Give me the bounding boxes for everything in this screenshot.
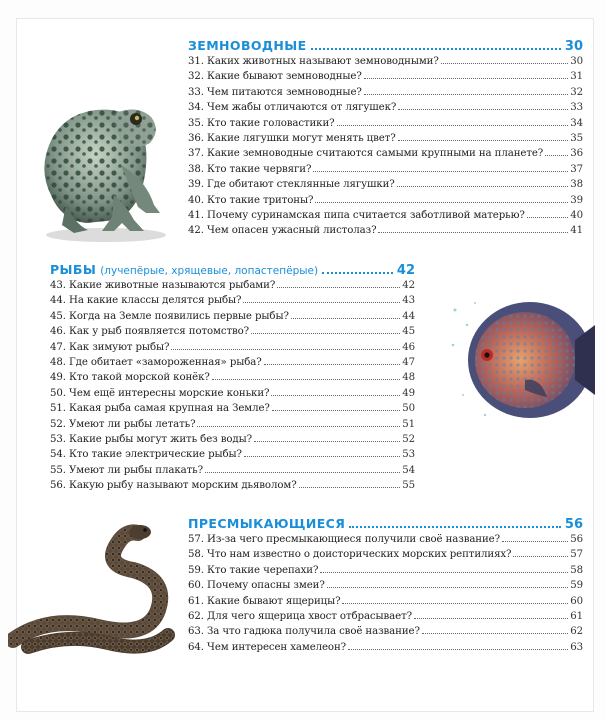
toc-entry-page-number: 53 [402, 449, 415, 461]
toc-entry-label: 37. Какие земноводные считаются самыми крупными на планете? [188, 148, 544, 160]
toc-entry[interactable] [188, 71, 583, 86]
leader-dots [364, 87, 568, 95]
leader-dots [378, 225, 568, 233]
toc-entry-label: 46. Как у рыб появляется потомство? [50, 326, 250, 338]
toc-entry-page-number: 46 [402, 341, 415, 353]
toc-entry-label: 45. Когда на Земле появились первые рыбы? [50, 310, 289, 322]
toc-list [188, 534, 583, 657]
toc-entry[interactable] [50, 419, 415, 434]
leader-dots [545, 148, 568, 156]
toc-entry[interactable] [50, 342, 415, 357]
toc-entry[interactable] [188, 133, 583, 148]
toc-entry[interactable] [188, 611, 583, 626]
toc-entry[interactable] [50, 465, 415, 480]
section-page-number: 56 [564, 517, 583, 532]
toc-entry-label: 52. Умеют ли рыбы летать? [50, 418, 196, 430]
toc-entry[interactable] [50, 311, 415, 326]
section-header[interactable] [188, 38, 583, 56]
toc-entry[interactable] [188, 580, 583, 595]
leader-dots [272, 403, 400, 411]
toc-entry-label: 40. Кто такие тритоны? [188, 194, 314, 206]
snake-illustration [8, 515, 178, 655]
leader-dots [315, 195, 568, 203]
toc-entry-label: 32. Какие бывают земноводные? [188, 71, 362, 83]
toc-entry-label: 44. На какие классы делятся рыбы? [50, 295, 242, 307]
toc-entry-page-number: 37 [570, 163, 583, 175]
section-page-number: 42 [396, 263, 415, 278]
section-header[interactable] [188, 516, 583, 534]
toc-entry-page-number: 41 [570, 225, 583, 237]
toc-entry-label: 58. Что нам известно о доисторических морских рептилиях? [188, 549, 512, 561]
toc-entry-page-number: 58 [570, 564, 583, 576]
toc-entry-page-number: 36 [570, 148, 583, 160]
toc-entry-page-number: 39 [570, 194, 583, 206]
toc-entry-label: 64. Чем интересен хамелеон? [188, 641, 347, 653]
leader-dots [244, 449, 400, 457]
leader-dots [299, 480, 401, 488]
leader-dots [271, 388, 400, 396]
toc-entry-label: 54. Кто такие электрические рыбы? [50, 449, 242, 461]
toc-entry-page-number: 48 [402, 372, 415, 384]
toc-entry[interactable] [50, 480, 415, 495]
toc-entry[interactable] [50, 388, 415, 403]
section-fish [50, 262, 415, 495]
section-title: ПРЕСМЫКАЮЩИЕСЯ [188, 516, 346, 531]
toc-entry[interactable] [188, 179, 583, 194]
leader-dots [398, 102, 568, 110]
toc-entry-page-number: 61 [570, 610, 583, 622]
toc-entry[interactable] [50, 357, 415, 372]
toc-entry[interactable] [188, 626, 583, 641]
toc-entry-page-number: 44 [402, 310, 415, 322]
toc-entry[interactable] [50, 326, 415, 341]
leader-dots [313, 164, 568, 172]
toc-entry-page-number: 59 [570, 580, 583, 592]
toc-entry[interactable] [188, 164, 583, 179]
toc-entry-page-number: 31 [570, 71, 583, 83]
toc-entry[interactable] [50, 280, 415, 295]
leader-dots [502, 534, 568, 542]
toc-entry-page-number: 38 [570, 179, 583, 191]
toc-entry[interactable] [188, 148, 583, 163]
toc-entry-label: 56. Какую рыбу называют морским дьяволом? [50, 480, 297, 492]
leader-dots [441, 56, 569, 64]
toc-entry-label: 35. Кто такие головастики? [188, 117, 335, 129]
leader-dots [277, 280, 400, 288]
toc-entry-label: 60. Почему опасны змеи? [188, 580, 325, 592]
toc-entry-label: 47. Как зимуют рыбы? [50, 341, 170, 353]
leader-dots [171, 342, 400, 350]
toc-entry-label: 39. Где обитают стеклянные лягушки? [188, 179, 395, 191]
toc-entry-page-number: 47 [402, 356, 415, 368]
toc-entry-label: 53. Какие рыбы могут жить без воды? [50, 433, 252, 445]
toc-entry-label: 57. Из-за чего пресмыкающиеся получили своё название? [188, 534, 500, 545]
toc-entry[interactable] [188, 118, 583, 133]
toc-entry-page-number: 45 [402, 326, 415, 338]
toc-entry-page-number: 42 [402, 280, 415, 291]
leader-dots [337, 118, 569, 126]
leader-dots [320, 565, 568, 573]
leader-dots [398, 133, 569, 141]
section-reptiles [188, 516, 583, 657]
toc-entry-page-number: 34 [570, 117, 583, 129]
toc-entry[interactable] [188, 56, 583, 71]
discus-fish-illustration [445, 285, 595, 435]
toc-entry-label: 43. Какие животные называются рыбами? [50, 280, 276, 291]
toc-entry-page-number: 60 [570, 595, 583, 607]
leader-dots [327, 580, 569, 588]
section-subtitle: (лучепёрые, хрящевые, лопастепёрые) [100, 265, 319, 277]
toc-entry-label: 61. Какие бывают ящерицы? [188, 595, 341, 607]
leader-dots [527, 210, 569, 218]
toc-entry-label: 42. Чем опасен ужасный листолаз? [188, 225, 377, 237]
leader-dots [264, 357, 401, 365]
toc-entry-label: 50. Чем ещё интересны морские коньки? [50, 387, 270, 399]
leader-dots [364, 71, 569, 79]
toc-entry[interactable] [50, 403, 415, 418]
leader-dots [513, 549, 568, 557]
toc-entry[interactable] [188, 534, 583, 549]
toc-entry-label: 49. Кто такой морской конёк? [50, 372, 210, 384]
toc-entry-page-number: 57 [570, 549, 583, 561]
toc-entry-page-number: 40 [570, 209, 583, 221]
toc-entry-page-number: 30 [570, 56, 583, 67]
toc-entry-page-number: 49 [402, 387, 415, 399]
toc-entry[interactable] [188, 225, 583, 240]
leader-dots [397, 179, 569, 187]
toc-list [188, 56, 583, 241]
section-page-number: 30 [564, 39, 583, 54]
toc-entry[interactable] [50, 449, 415, 464]
toc-entry[interactable] [50, 295, 415, 310]
section-title: РЫБЫ [50, 262, 97, 277]
toc-entry[interactable] [188, 210, 583, 225]
leader-dots [212, 372, 401, 380]
leader-dots [291, 311, 400, 319]
section-title: ЗЕМНОВОДНЫЕ [188, 38, 307, 53]
toc-entry[interactable] [50, 372, 415, 387]
leader-dots [349, 518, 561, 528]
toc-entry[interactable] [188, 195, 583, 210]
toc-entry-label: 34. Чем жабы отличаются от лягушек? [188, 102, 397, 114]
toc-entry[interactable] [188, 102, 583, 117]
toc-entry-label: 62. Для чего ящерица хвост отбрасывает? [188, 610, 412, 622]
leader-dots [251, 326, 400, 334]
toc-entry-page-number: 35 [570, 132, 583, 144]
toc-entry-label: 51. Какая рыба самая крупная на Земле? [50, 403, 270, 415]
toc-entry-page-number: 51 [402, 418, 415, 430]
leader-dots [348, 642, 568, 650]
toc-list [50, 280, 415, 495]
leader-dots [243, 295, 400, 303]
toc-entry-label: 31. Каких животных называют земноводными? [188, 56, 439, 67]
leader-dots [254, 434, 400, 442]
toc-entry[interactable] [188, 565, 583, 580]
section-header[interactable] [50, 262, 415, 280]
leader-dots [422, 626, 568, 634]
toc-entry[interactable] [50, 434, 415, 449]
leader-dots [311, 40, 561, 50]
toc-entry-page-number: 56 [570, 534, 583, 545]
toc-entry-page-number: 52 [402, 433, 415, 445]
toc-entry-page-number: 33 [570, 102, 583, 114]
toc-entry-label: 41. Почему суринамская пипа считается заботливой матерью? [188, 209, 525, 221]
toc-entry-page-number: 43 [402, 295, 415, 307]
toc-entry-label: 33. Чем питаются земноводные? [188, 86, 362, 98]
toad-illustration [26, 85, 176, 245]
leader-dots [205, 465, 400, 473]
toc-entry-label: 59. Кто такие черепахи? [188, 564, 319, 576]
toc-entry-label: 48. Где обитает «замороженная» рыба? [50, 356, 262, 368]
toc-entry[interactable] [188, 549, 583, 564]
toc-entry-page-number: 55 [402, 480, 415, 492]
toc-entry[interactable] [188, 642, 583, 657]
leader-dots [322, 264, 393, 274]
toc-entry-page-number: 63 [570, 641, 583, 653]
toc-entry-page-number: 62 [570, 626, 583, 638]
leader-dots [197, 419, 400, 427]
toc-entry-label: 55. Умеют ли рыбы плакать? [50, 464, 203, 476]
toc-entry[interactable] [188, 596, 583, 611]
toc-entry-label: 36. Какие лягушки могут менять цвет? [188, 132, 396, 144]
toc-entry-label: 38. Кто такие червяги? [188, 163, 312, 175]
section-amphibians [188, 38, 583, 241]
leader-dots [414, 611, 568, 619]
toc-entry[interactable] [188, 87, 583, 102]
toc-entry-page-number: 50 [402, 403, 415, 415]
toc-entry-page-number: 54 [402, 464, 415, 476]
toc-entry-label: 63. За что гадюка получила своё название? [188, 626, 420, 638]
leader-dots [342, 596, 568, 604]
toc-entry-page-number: 32 [570, 86, 583, 98]
